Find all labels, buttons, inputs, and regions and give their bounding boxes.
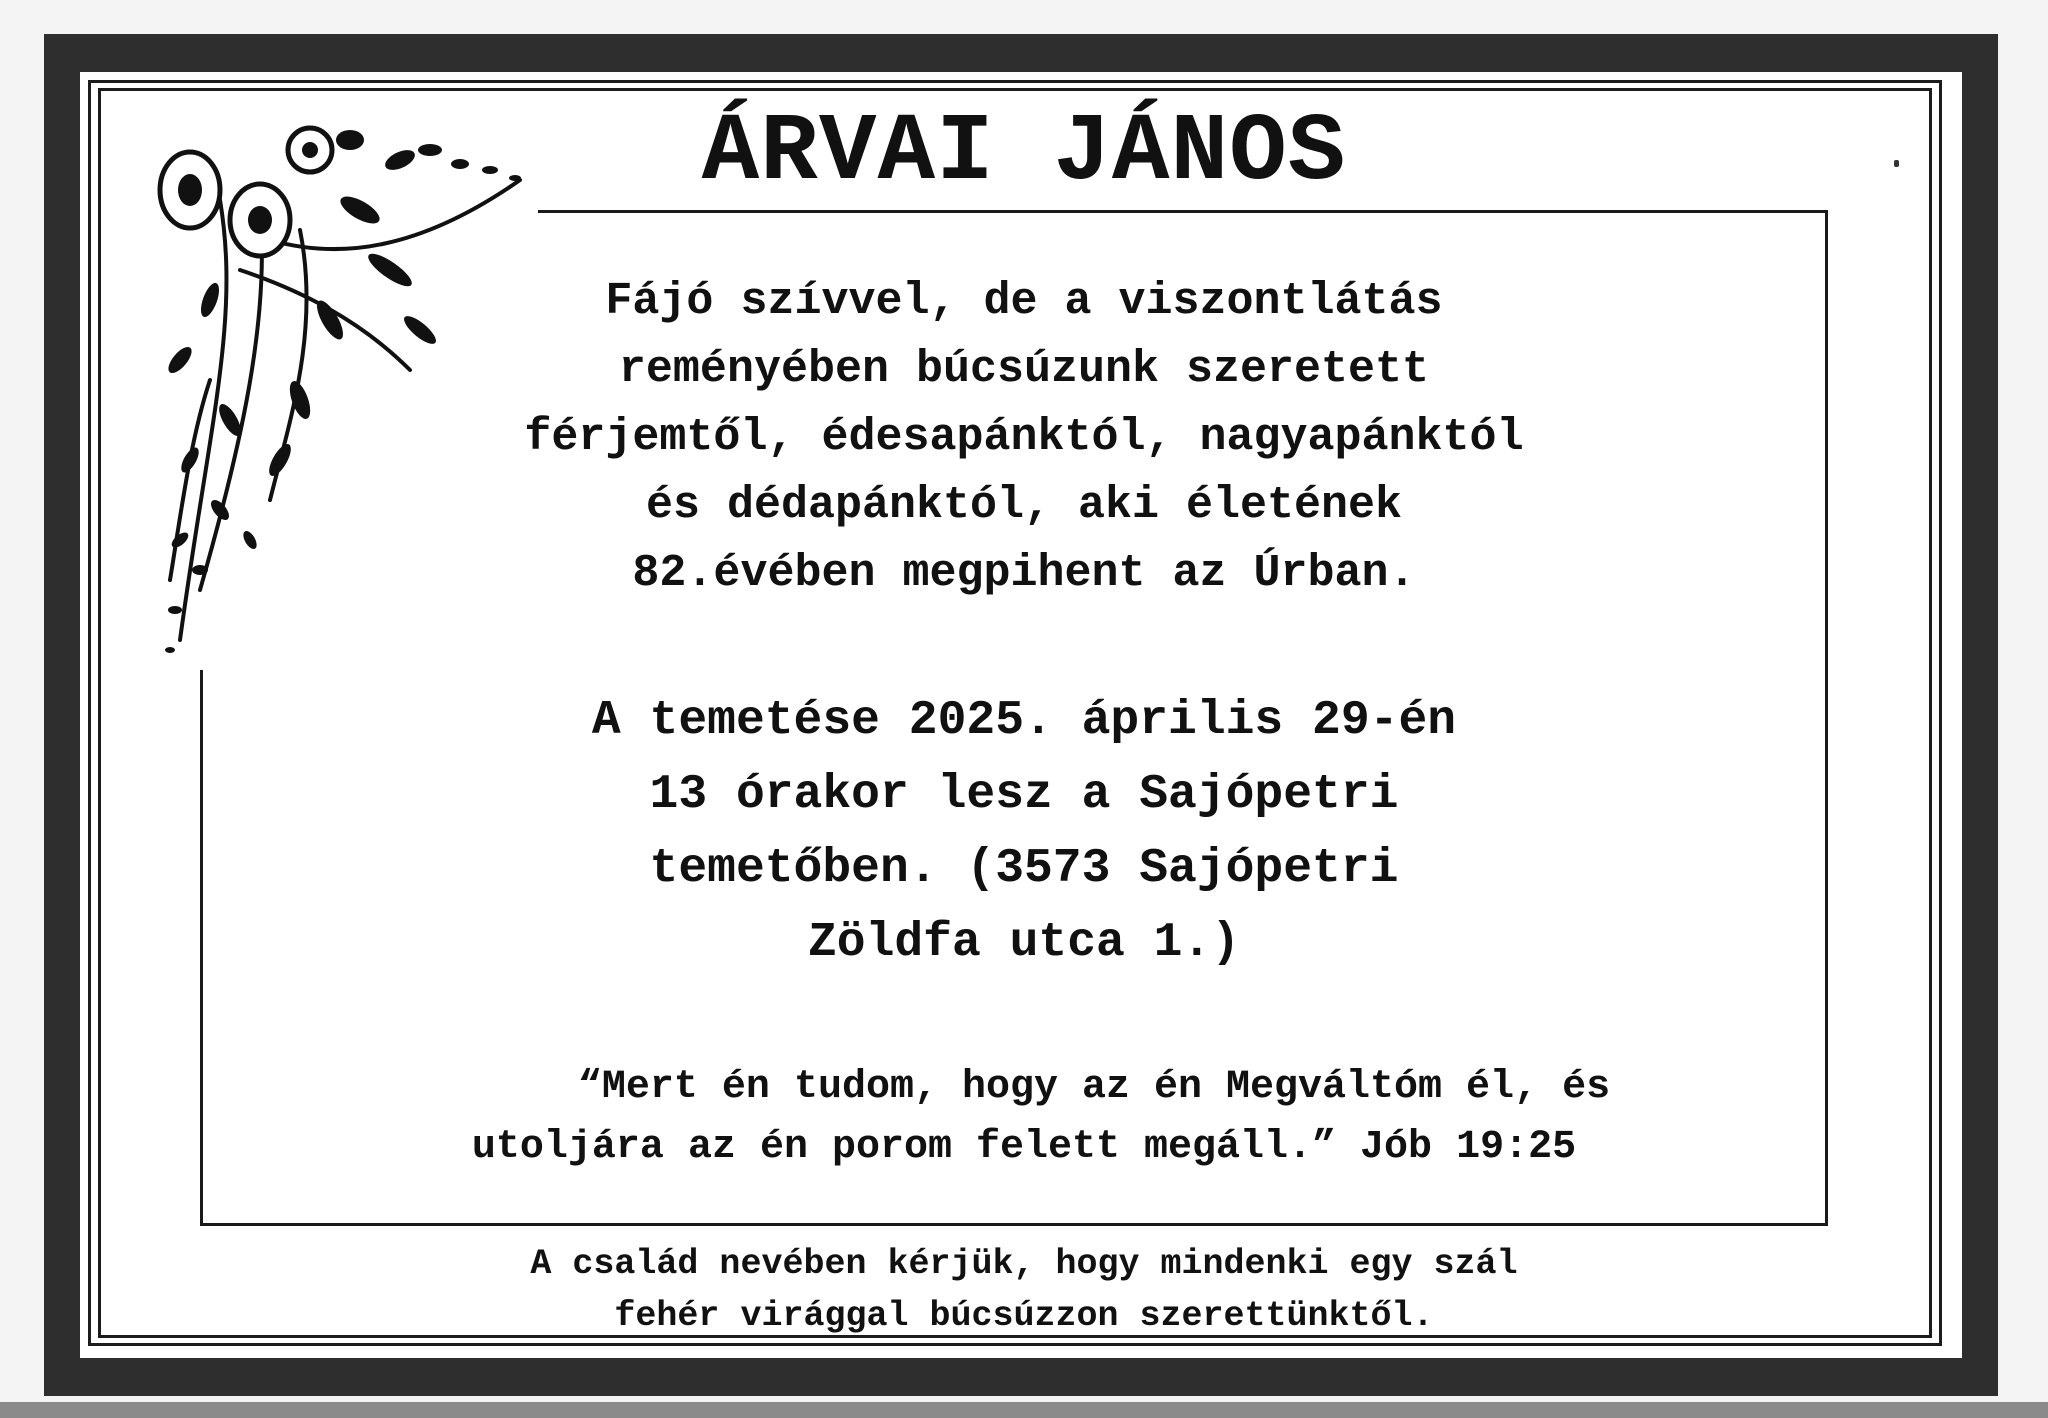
footer-line: A család nevében kérjük, hogy mindenki egy szál (530, 1244, 1518, 1284)
funeral-details (0, 684, 2048, 980)
deceased-name: ÁRVAI JÁNOS (701, 98, 1347, 207)
intro-line: és dédapánktól, aki életének (645, 480, 1403, 531)
funeral-line: 13 órakor lesz a Sajópetri (649, 768, 1399, 822)
intro-paragraph (0, 268, 2048, 608)
bible-quote (0, 1058, 2048, 1178)
quote-line: utoljára az én porom felett megáll.” Jób 19:25 (471, 1125, 1577, 1170)
intro-line: Fájó szívvel, de a viszontlátás (605, 276, 1443, 327)
funeral-line: A temetése 2025. április 29-én (591, 694, 1457, 748)
intro-line: 82.évében megpihent az Úrban. (632, 548, 1416, 599)
funeral-line: temetőben. (3573 Sajópetri (649, 842, 1399, 896)
family-request (0, 1238, 2048, 1342)
funeral-line: Zöldfa utca 1.) (807, 916, 1241, 970)
quote-line: “Mert én tudom, hogy az én Megváltóm él, és (577, 1065, 1611, 1110)
intro-line: reményében búcsúzunk szeretett (618, 344, 1430, 395)
footer-line: fehér virággal búcsúzzon szerettünktől. (614, 1296, 1434, 1336)
intro-line: férjemtől, édesapánktól, nagyapánktól (524, 412, 1524, 463)
bottom-strip (0, 1402, 2048, 1418)
